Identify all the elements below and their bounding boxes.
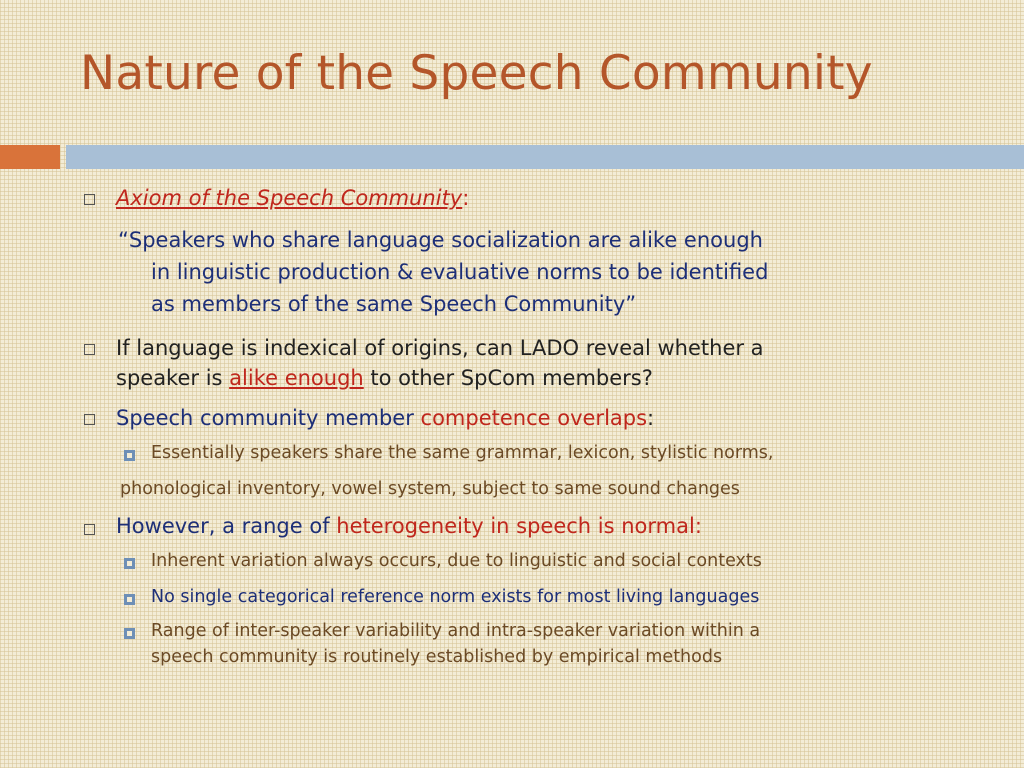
bullet-square-icon (84, 414, 95, 425)
competence-sub-1: Essentially speakers share the same grammar, lexicon, stylistic norms, (151, 443, 774, 463)
bullet-square-icon (84, 524, 95, 535)
sub-bullet-icon (124, 450, 135, 461)
lado-line-2 (116, 366, 653, 391)
sub-bullet-icon (124, 558, 135, 569)
bullet-square-icon (84, 194, 95, 205)
sub-bullet-icon (124, 594, 135, 605)
axiom-quote-line-1: “Speakers who share language socialization are alike enough (118, 228, 763, 252)
lado-line-2-pre: speaker is (116, 366, 230, 390)
axiom-heading: Axiom of the Speech Community (116, 186, 463, 210)
slide-title: Nature of the Speech Community (80, 46, 873, 101)
competence-sub-1-cont: phonological inventory, vowel system, subject to same sound changes (120, 479, 740, 499)
heterogeneity-sub-1: Inherent variation always occurs, due to linguistic and social contexts (151, 551, 762, 571)
lado-line-1: If language is indexical of origins, can LADO reveal whether a (116, 336, 764, 360)
heterogeneity-sub-3: Range of inter-speaker variability and intra-speaker variation within a (151, 621, 761, 641)
axiom-heading-line (116, 186, 469, 211)
bullet-square-icon (84, 344, 95, 355)
lado-line-2-post: to other SpCom members? (363, 366, 653, 390)
heterogeneity-sub-3-cont: speech community is routinely established by empirical methods (151, 647, 723, 667)
competence-line (116, 406, 654, 431)
heterogeneity-pre: However, a range of (116, 514, 337, 538)
axiom-quote-line-2: in linguistic production & evaluative norms to be identified (151, 260, 769, 284)
heterogeneity-highlight: heterogeneity in speech is normal: (336, 514, 702, 538)
alike-enough-link[interactable]: alike enough (229, 366, 364, 390)
heterogeneity-line (116, 514, 702, 539)
competence-colon: : (647, 406, 655, 430)
competence-pre: Speech community member (116, 406, 421, 430)
competence-highlight: competence overlaps (420, 406, 648, 430)
sub-bullet-icon (124, 628, 135, 639)
heterogeneity-sub-2: No single categorical reference norm exists for most living languages (151, 587, 760, 607)
axiom-quote-line-3: as members of the same Speech Community” (151, 292, 637, 316)
axiom-colon: : (462, 186, 470, 210)
